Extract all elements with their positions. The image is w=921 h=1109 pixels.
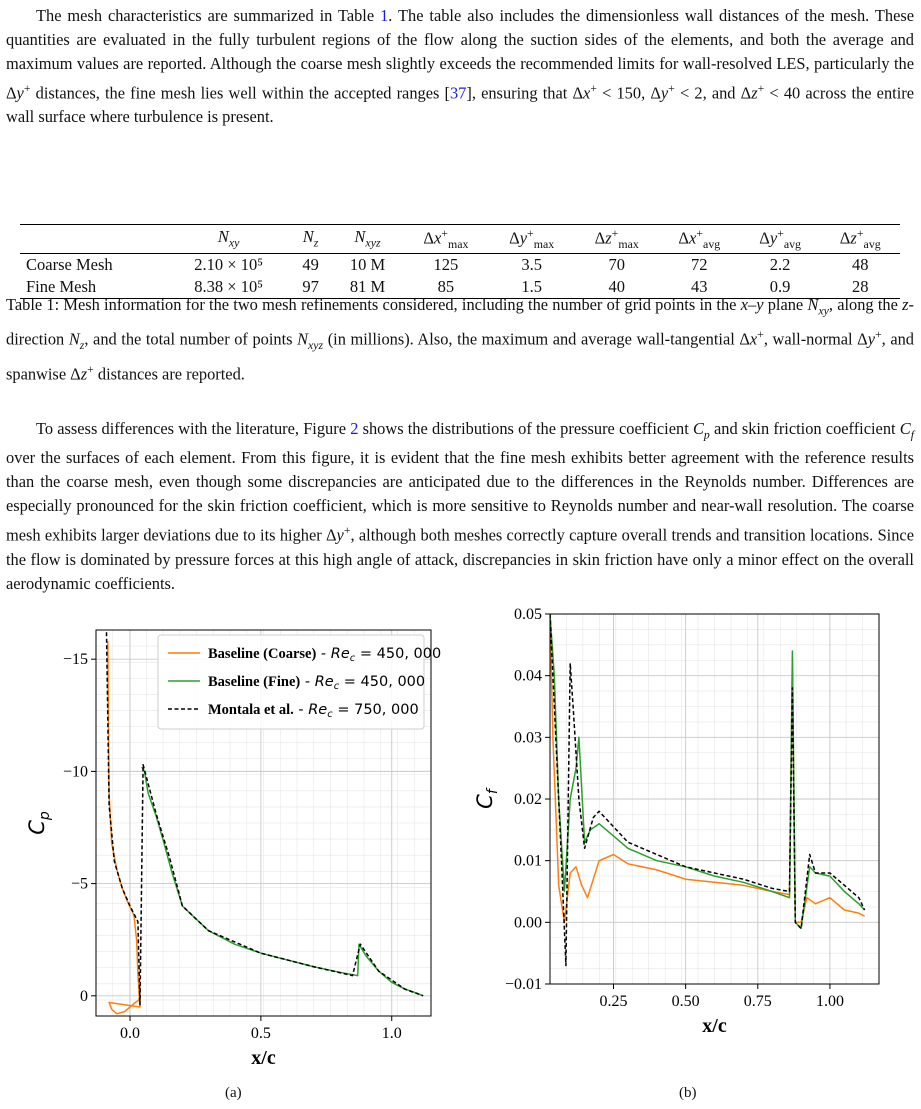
table-header-row: $N_{xy}$ $N_z$ $N_{xyz}$ $\Delta x^+_{max}$ $\Delta y^+_{max}$ $\Delta z^+_{max}$ $\Delta x^+_{avg}$ $\Delta y^+_{avg}$ $\Delta z^+_{avg}$ <box>20 225 900 254</box>
y-tick-label: 0 <box>80 987 88 1005</box>
table-cell: 125 <box>433 254 459 274</box>
table-cell: 2.10 × 10⁵ <box>194 254 263 274</box>
subfigure-label-a: (a) <box>225 1085 242 1101</box>
table-cell: 81 M <box>349 276 386 296</box>
table-cell: 48 <box>852 254 869 274</box>
subfigure-label-b: (b) <box>679 1085 697 1101</box>
y-tick-label: 0.01 <box>514 852 542 870</box>
table-cell: 40 <box>608 276 625 296</box>
x-tick-label: 0.75 <box>743 993 772 1010</box>
table-cell: 0.9 <box>769 276 791 296</box>
x-axis-label: x/c <box>251 1047 276 1069</box>
cp-chart <box>25 580 450 1080</box>
figure-a <box>25 580 450 1080</box>
table-cell: 97 <box>302 276 319 296</box>
y-tick-label: −10 <box>62 763 88 781</box>
table-cell: Coarse Mesh <box>26 254 113 274</box>
y-tick-label: −0.01 <box>504 976 542 993</box>
x-tick-label: 1.0 <box>381 1025 402 1042</box>
x-tick-label: 0.0 <box>120 1025 141 1042</box>
legend-entry: Montala et al. - $Re_c = 750$, 000 <box>208 702 419 720</box>
y-tick-label: 0.05 <box>514 606 542 623</box>
y-axis-label: $C_f$ <box>473 789 501 809</box>
mesh-table <box>20 224 900 299</box>
table-cell: 1.5 <box>521 276 542 296</box>
x-tick-label: 0.25 <box>599 993 628 1010</box>
grid <box>550 614 879 984</box>
body-paragraph-2: To assess differences with the literature, Figure 2 shows the distributions of the pressure coefficient $C_p$ and skin friction coefficient $C_f$ over the surfaces of each element. From this figure, it is evident that the fine mesh exhibits better agreement with the reference results than the coarse mesh, even though some discrepancies are anticipated due to the differences in the Reynolds number. Differences are especially pronounced for the skin friction coefficient, which is more sensitive to Reynolds number and near-wall resolution. The coarse mesh exhibits larger deviations due to its higher Δy+, although both meshes correctly capture overall trends and transition locations. Since the flow is dominated by pressure forces at this high angle of attack, discrepancies in skin friction have only a minor effect on the overall aerodynamic coefficients. <box>6 419 914 593</box>
series-line <box>550 614 865 966</box>
table-cell: 28 <box>852 276 869 296</box>
y-tick-label: −15 <box>62 651 88 669</box>
table-cell: 2.2 <box>769 254 791 274</box>
y-tick-label: 0.03 <box>514 729 542 747</box>
legend-entry: Baseline (Fine) - $Re_c = 450$, 000 <box>208 674 426 692</box>
table-cell: 85 <box>437 276 455 296</box>
table-caption: Table 1: Mesh information for the two mesh refinements considered, including the number of grid points in the x–y plane $N_{xy}$, along the z-direction $N_z$, and the total number of points $N_{xyz}$ (in millions). Also, the maximum and average wall-tangential Δx+, wall-normal Δy+, and spanwise Δz+ distances are reported. <box>6 295 914 384</box>
x-tick-label: 1.00 <box>815 993 844 1010</box>
table-cell: Fine Mesh <box>26 276 97 296</box>
table-cell: 43 <box>691 276 708 296</box>
legend-entry: Baseline (Coarse) - $Re_c = 450$, 000 <box>208 646 442 664</box>
x-axis-label: x/c <box>702 1015 727 1037</box>
table-cell: 72 <box>691 254 708 274</box>
body-paragraph-1: The mesh characteristics are summarized in Table 1. The table also includes the dimensionless wall distances of the mesh. These quantities are evaluated in the fully turbulent regions of the flow along the suction sides of the elements, and both the average and maximum values are reported. Although the coarse mesh slightly exceeds the recommended limits for wall-resolved LES, particularly the Δy+ distances, the fine mesh lies well within the accepted ranges [37], ensuring that Δx+ < 150, Δy+ < 2, and Δz+ < 40 across the entire wall surface where turbulence is present. <box>6 6 915 127</box>
table-cell: 70 <box>608 254 625 274</box>
y-tick-label: 0.02 <box>514 791 542 808</box>
series-group <box>550 614 865 966</box>
table-cell: 10 M <box>349 254 386 274</box>
table-cell: 49 <box>302 254 319 274</box>
table-row <box>20 253 900 276</box>
x-tick-label: 0.50 <box>671 993 700 1010</box>
cf-chart <box>473 580 908 1080</box>
y-tick-label: 0.04 <box>514 667 542 685</box>
y-axis-label: $C_p$ <box>25 811 53 835</box>
figure-b <box>473 580 908 1080</box>
y-tick-label: −5 <box>70 875 88 893</box>
y-tick-label: 0.00 <box>514 914 542 932</box>
table-cell: 8.38 × 10⁵ <box>194 276 263 296</box>
legend <box>158 635 441 729</box>
table-cell: 3.5 <box>521 254 542 274</box>
x-tick-label: 0.5 <box>250 1025 271 1042</box>
